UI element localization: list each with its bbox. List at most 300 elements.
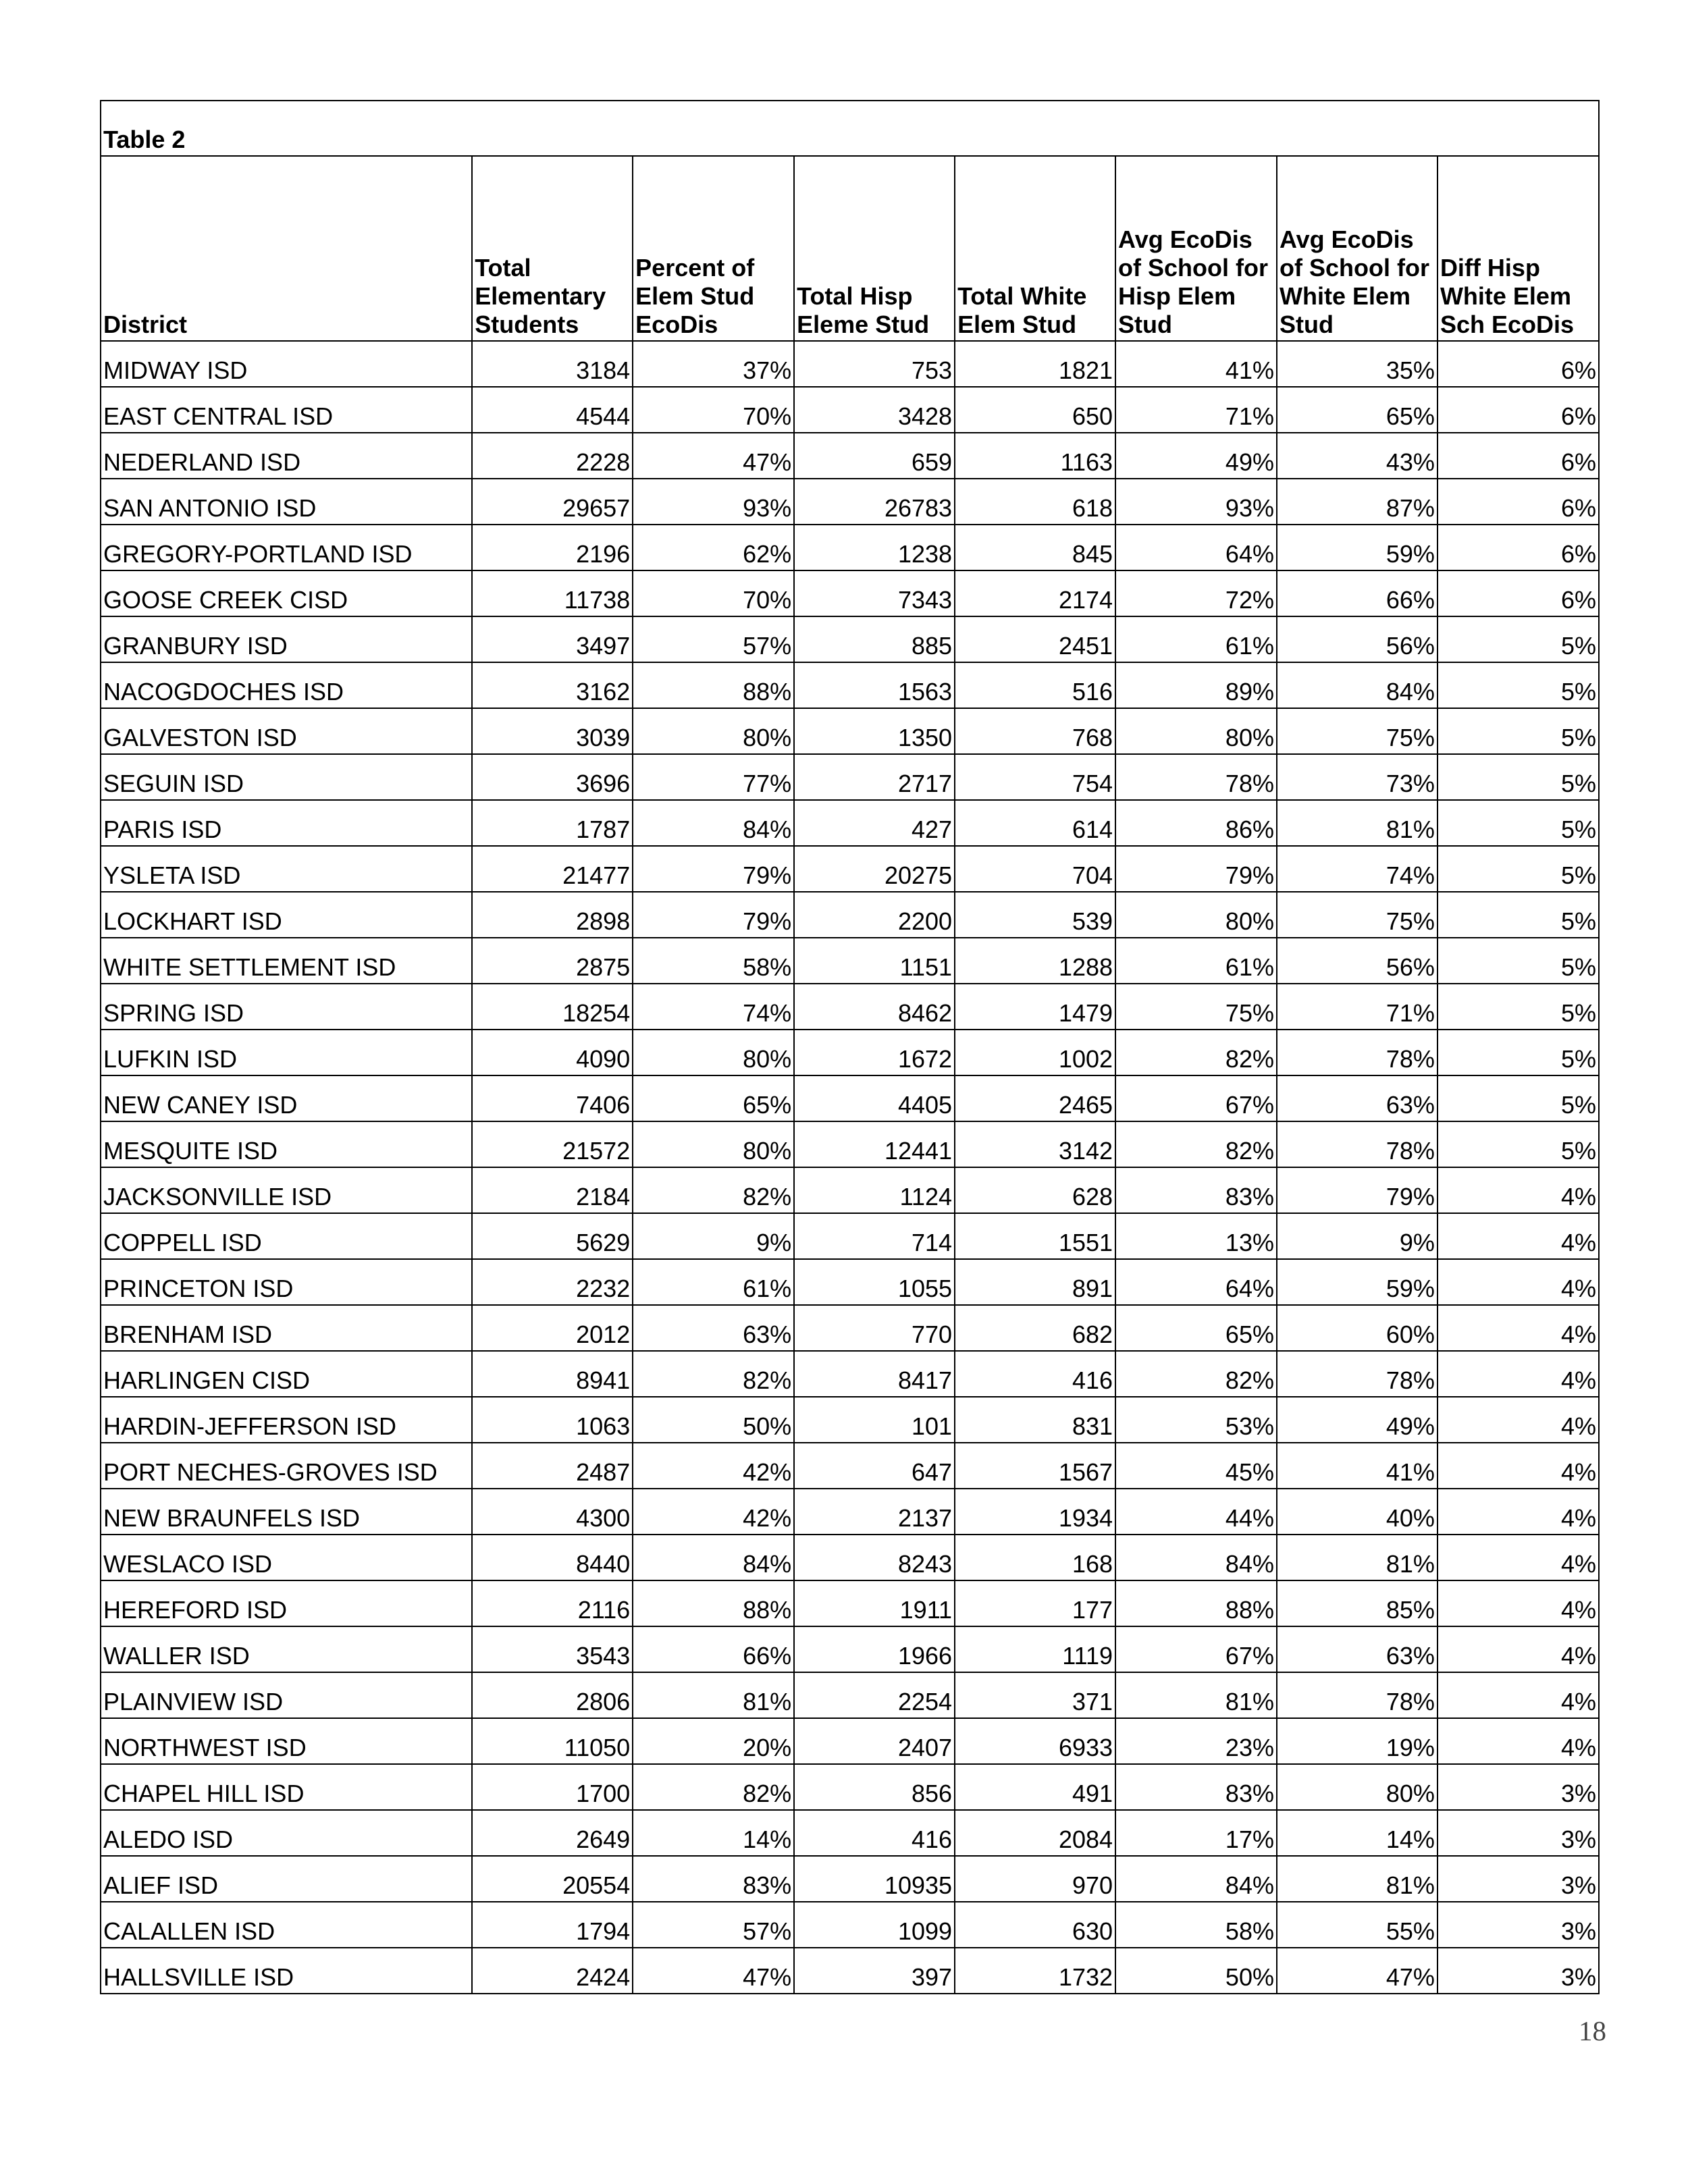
value-cell-diff-hisp-white-ecodis: 5%: [1438, 892, 1599, 938]
value-cell-total-white-elem: 831: [955, 1397, 1115, 1443]
value-cell-diff-hisp-white-ecodis: 5%: [1438, 754, 1599, 800]
value-cell-avg-ecodis-white: 56%: [1277, 616, 1438, 662]
column-header-total-hisp-elem: Total Hisp Eleme Stud: [794, 156, 955, 341]
value-cell-percent-elem-ecodis: 84%: [633, 1535, 794, 1580]
value-cell-avg-ecodis-white: 78%: [1277, 1672, 1438, 1718]
value-cell-total-hisp-elem: 416: [794, 1810, 955, 1856]
value-cell-avg-ecodis-white: 74%: [1277, 846, 1438, 892]
value-cell-total-hisp-elem: 2200: [794, 892, 955, 938]
value-cell-total-white-elem: 618: [955, 479, 1115, 525]
value-cell-diff-hisp-white-ecodis: 3%: [1438, 1764, 1599, 1810]
value-cell-avg-ecodis-white: 79%: [1277, 1167, 1438, 1213]
value-cell-avg-ecodis-white: 14%: [1277, 1810, 1438, 1856]
value-cell-avg-ecodis-hisp: 17%: [1115, 1810, 1277, 1856]
value-cell-diff-hisp-white-ecodis: 6%: [1438, 433, 1599, 479]
value-cell-percent-elem-ecodis: 42%: [633, 1489, 794, 1535]
value-cell-percent-elem-ecodis: 62%: [633, 525, 794, 570]
value-cell-avg-ecodis-white: 40%: [1277, 1489, 1438, 1535]
value-cell-total-elementary-students: 2487: [472, 1443, 633, 1489]
value-cell-avg-ecodis-white: 81%: [1277, 1856, 1438, 1902]
value-cell-total-hisp-elem: 1911: [794, 1580, 955, 1626]
value-cell-percent-elem-ecodis: 82%: [633, 1351, 794, 1397]
value-cell-total-elementary-students: 1794: [472, 1902, 633, 1948]
value-cell-total-elementary-students: 7406: [472, 1075, 633, 1121]
district-name-cell: SEGUIN ISD: [101, 754, 472, 800]
value-cell-total-elementary-students: 20554: [472, 1856, 633, 1902]
value-cell-diff-hisp-white-ecodis: 6%: [1438, 570, 1599, 616]
value-cell-total-elementary-students: 2806: [472, 1672, 633, 1718]
table-row: [101, 892, 1599, 938]
value-cell-avg-ecodis-white: 78%: [1277, 1030, 1438, 1075]
value-cell-percent-elem-ecodis: 47%: [633, 1948, 794, 1994]
value-cell-avg-ecodis-hisp: 93%: [1115, 479, 1277, 525]
value-cell-total-elementary-students: 2649: [472, 1810, 633, 1856]
value-cell-diff-hisp-white-ecodis: 4%: [1438, 1259, 1599, 1305]
district-name-cell: WHITE SETTLEMENT ISD: [101, 938, 472, 984]
value-cell-total-white-elem: 2465: [955, 1075, 1115, 1121]
value-cell-total-white-elem: 177: [955, 1580, 1115, 1626]
district-name-cell: SPRING ISD: [101, 984, 472, 1030]
table-row: [101, 1167, 1599, 1213]
value-cell-avg-ecodis-hisp: 44%: [1115, 1489, 1277, 1535]
value-cell-avg-ecodis-white: 75%: [1277, 892, 1438, 938]
table-row: [101, 1626, 1599, 1672]
value-cell-total-white-elem: 682: [955, 1305, 1115, 1351]
district-name-cell: GOOSE CREEK CISD: [101, 570, 472, 616]
value-cell-total-hisp-elem: 8243: [794, 1535, 955, 1580]
value-cell-avg-ecodis-white: 35%: [1277, 341, 1438, 387]
district-name-cell: HARDIN-JEFFERSON ISD: [101, 1397, 472, 1443]
table-row: [101, 1351, 1599, 1397]
value-cell-avg-ecodis-hisp: 23%: [1115, 1718, 1277, 1764]
value-cell-total-white-elem: 6933: [955, 1718, 1115, 1764]
table-row: [101, 1948, 1599, 1994]
district-name-cell: MIDWAY ISD: [101, 341, 472, 387]
value-cell-total-elementary-students: 4090: [472, 1030, 633, 1075]
table-row: [101, 570, 1599, 616]
value-cell-avg-ecodis-white: 56%: [1277, 938, 1438, 984]
value-cell-total-hisp-elem: 659: [794, 433, 955, 479]
value-cell-total-elementary-students: 8941: [472, 1351, 633, 1397]
table-row: [101, 1672, 1599, 1718]
value-cell-total-elementary-students: 2012: [472, 1305, 633, 1351]
value-cell-percent-elem-ecodis: 77%: [633, 754, 794, 800]
table-row: [101, 1121, 1599, 1167]
value-cell-total-white-elem: 1002: [955, 1030, 1115, 1075]
value-cell-avg-ecodis-hisp: 49%: [1115, 433, 1277, 479]
value-cell-avg-ecodis-white: 63%: [1277, 1075, 1438, 1121]
value-cell-total-hisp-elem: 753: [794, 341, 955, 387]
value-cell-avg-ecodis-hisp: 79%: [1115, 846, 1277, 892]
value-cell-diff-hisp-white-ecodis: 4%: [1438, 1626, 1599, 1672]
value-cell-total-white-elem: 3142: [955, 1121, 1115, 1167]
value-cell-total-elementary-students: 8440: [472, 1535, 633, 1580]
value-cell-percent-elem-ecodis: 57%: [633, 1902, 794, 1948]
value-cell-total-white-elem: 1119: [955, 1626, 1115, 1672]
value-cell-total-hisp-elem: 1966: [794, 1626, 955, 1672]
table-row: [101, 662, 1599, 708]
value-cell-percent-elem-ecodis: 88%: [633, 1580, 794, 1626]
value-cell-total-elementary-students: 21477: [472, 846, 633, 892]
district-name-cell: NACOGDOCHES ISD: [101, 662, 472, 708]
table-row: [101, 754, 1599, 800]
district-name-cell: NEW CANEY ISD: [101, 1075, 472, 1121]
table-row: [101, 1259, 1599, 1305]
value-cell-percent-elem-ecodis: 81%: [633, 1672, 794, 1718]
value-cell-percent-elem-ecodis: 84%: [633, 800, 794, 846]
value-cell-diff-hisp-white-ecodis: 5%: [1438, 1121, 1599, 1167]
value-cell-total-hisp-elem: 20275: [794, 846, 955, 892]
value-cell-percent-elem-ecodis: 83%: [633, 1856, 794, 1902]
value-cell-total-elementary-students: 4300: [472, 1489, 633, 1535]
value-cell-percent-elem-ecodis: 9%: [633, 1213, 794, 1259]
value-cell-percent-elem-ecodis: 50%: [633, 1397, 794, 1443]
value-cell-total-elementary-students: 2184: [472, 1167, 633, 1213]
column-header-avg-ecodis-white: Avg EcoDis of School for White Elem Stud: [1277, 156, 1438, 341]
value-cell-total-hisp-elem: 2717: [794, 754, 955, 800]
title-row: [101, 101, 1599, 156]
value-cell-diff-hisp-white-ecodis: 6%: [1438, 387, 1599, 433]
value-cell-avg-ecodis-white: 63%: [1277, 1626, 1438, 1672]
district-name-cell: GRANBURY ISD: [101, 616, 472, 662]
value-cell-total-elementary-students: 2228: [472, 433, 633, 479]
value-cell-avg-ecodis-hisp: 61%: [1115, 616, 1277, 662]
value-cell-diff-hisp-white-ecodis: 4%: [1438, 1718, 1599, 1764]
value-cell-total-white-elem: 2174: [955, 570, 1115, 616]
value-cell-total-elementary-students: 1787: [472, 800, 633, 846]
value-cell-percent-elem-ecodis: 47%: [633, 433, 794, 479]
district-name-cell: WALLER ISD: [101, 1626, 472, 1672]
value-cell-total-hisp-elem: 26783: [794, 479, 955, 525]
value-cell-total-white-elem: 1732: [955, 1948, 1115, 1994]
value-cell-percent-elem-ecodis: 80%: [633, 1030, 794, 1075]
table-row: [101, 1075, 1599, 1121]
value-cell-diff-hisp-white-ecodis: 6%: [1438, 341, 1599, 387]
district-name-cell: EAST CENTRAL ISD: [101, 387, 472, 433]
value-cell-total-elementary-students: 11050: [472, 1718, 633, 1764]
value-cell-avg-ecodis-hisp: 88%: [1115, 1580, 1277, 1626]
table-row: [101, 1489, 1599, 1535]
value-cell-total-hisp-elem: 1124: [794, 1167, 955, 1213]
value-cell-diff-hisp-white-ecodis: 5%: [1438, 708, 1599, 754]
table-row: [101, 387, 1599, 433]
value-cell-total-white-elem: 1567: [955, 1443, 1115, 1489]
value-cell-diff-hisp-white-ecodis: 5%: [1438, 800, 1599, 846]
value-cell-total-hisp-elem: 2137: [794, 1489, 955, 1535]
value-cell-diff-hisp-white-ecodis: 4%: [1438, 1305, 1599, 1351]
value-cell-total-white-elem: 2451: [955, 616, 1115, 662]
value-cell-diff-hisp-white-ecodis: 4%: [1438, 1167, 1599, 1213]
value-cell-percent-elem-ecodis: 82%: [633, 1167, 794, 1213]
value-cell-percent-elem-ecodis: 37%: [633, 341, 794, 387]
value-cell-total-hisp-elem: 12441: [794, 1121, 955, 1167]
district-name-cell: HALLSVILLE ISD: [101, 1948, 472, 1994]
table-row: [101, 1443, 1599, 1489]
value-cell-percent-elem-ecodis: 88%: [633, 662, 794, 708]
value-cell-avg-ecodis-hisp: 72%: [1115, 570, 1277, 616]
value-cell-total-elementary-students: 3039: [472, 708, 633, 754]
value-cell-avg-ecodis-white: 19%: [1277, 1718, 1438, 1764]
district-name-cell: GALVESTON ISD: [101, 708, 472, 754]
value-cell-avg-ecodis-white: 59%: [1277, 1259, 1438, 1305]
value-cell-total-white-elem: 768: [955, 708, 1115, 754]
value-cell-total-hisp-elem: 3428: [794, 387, 955, 433]
table-row: [101, 433, 1599, 479]
district-name-cell: SAN ANTONIO ISD: [101, 479, 472, 525]
value-cell-avg-ecodis-white: 73%: [1277, 754, 1438, 800]
table-row: [101, 341, 1599, 387]
district-name-cell: NORTHWEST ISD: [101, 1718, 472, 1764]
value-cell-percent-elem-ecodis: 42%: [633, 1443, 794, 1489]
value-cell-avg-ecodis-hisp: 82%: [1115, 1030, 1277, 1075]
value-cell-avg-ecodis-hisp: 83%: [1115, 1764, 1277, 1810]
table-row: [101, 1397, 1599, 1443]
value-cell-diff-hisp-white-ecodis: 3%: [1438, 1948, 1599, 1994]
table-row: [101, 846, 1599, 892]
header-row: [101, 156, 1599, 341]
value-cell-avg-ecodis-white: 87%: [1277, 479, 1438, 525]
value-cell-diff-hisp-white-ecodis: 6%: [1438, 479, 1599, 525]
value-cell-avg-ecodis-hisp: 82%: [1115, 1351, 1277, 1397]
value-cell-avg-ecodis-hisp: 58%: [1115, 1902, 1277, 1948]
value-cell-total-elementary-students: 4544: [472, 387, 633, 433]
value-cell-total-elementary-students: 3497: [472, 616, 633, 662]
value-cell-avg-ecodis-hisp: 41%: [1115, 341, 1277, 387]
value-cell-diff-hisp-white-ecodis: 4%: [1438, 1535, 1599, 1580]
value-cell-avg-ecodis-white: 49%: [1277, 1397, 1438, 1443]
table-row: [101, 1810, 1599, 1856]
page-number: 18: [1579, 2015, 1606, 2046]
value-cell-avg-ecodis-white: 71%: [1277, 984, 1438, 1030]
value-cell-percent-elem-ecodis: 80%: [633, 1121, 794, 1167]
value-cell-total-white-elem: 1934: [955, 1489, 1115, 1535]
value-cell-total-hisp-elem: 2407: [794, 1718, 955, 1764]
value-cell-total-hisp-elem: 4405: [794, 1075, 955, 1121]
table-row: [101, 1030, 1599, 1075]
value-cell-avg-ecodis-white: 78%: [1277, 1121, 1438, 1167]
value-cell-avg-ecodis-hisp: 64%: [1115, 525, 1277, 570]
value-cell-total-elementary-students: 2424: [472, 1948, 633, 1994]
table-row: [101, 1535, 1599, 1580]
district-name-cell: PORT NECHES-GROVES ISD: [101, 1443, 472, 1489]
value-cell-avg-ecodis-hisp: 53%: [1115, 1397, 1277, 1443]
value-cell-total-white-elem: 845: [955, 525, 1115, 570]
column-header-percent-elem-ecodis: Percent of Elem Stud EcoDis: [633, 156, 794, 341]
value-cell-avg-ecodis-white: 81%: [1277, 1535, 1438, 1580]
value-cell-diff-hisp-white-ecodis: 3%: [1438, 1856, 1599, 1902]
value-cell-avg-ecodis-hisp: 78%: [1115, 754, 1277, 800]
table-title: Table 2: [101, 101, 1599, 156]
value-cell-diff-hisp-white-ecodis: 5%: [1438, 616, 1599, 662]
value-cell-diff-hisp-white-ecodis: 4%: [1438, 1397, 1599, 1443]
value-cell-avg-ecodis-hisp: 84%: [1115, 1535, 1277, 1580]
district-name-cell: JACKSONVILLE ISD: [101, 1167, 472, 1213]
value-cell-avg-ecodis-white: 55%: [1277, 1902, 1438, 1948]
value-cell-avg-ecodis-white: 80%: [1277, 1764, 1438, 1810]
district-name-cell: LOCKHART ISD: [101, 892, 472, 938]
table-row: [101, 984, 1599, 1030]
value-cell-percent-elem-ecodis: 66%: [633, 1626, 794, 1672]
column-header-diff-hisp-white-ecodis: Diff Hisp White Elem Sch EcoDis: [1438, 156, 1599, 341]
value-cell-avg-ecodis-white: 85%: [1277, 1580, 1438, 1626]
value-cell-diff-hisp-white-ecodis: 4%: [1438, 1489, 1599, 1535]
value-cell-avg-ecodis-hisp: 65%: [1115, 1305, 1277, 1351]
value-cell-avg-ecodis-hisp: 64%: [1115, 1259, 1277, 1305]
table-row: [101, 1902, 1599, 1948]
district-name-cell: HARLINGEN CISD: [101, 1351, 472, 1397]
value-cell-total-hisp-elem: 647: [794, 1443, 955, 1489]
value-cell-diff-hisp-white-ecodis: 5%: [1438, 984, 1599, 1030]
table-row: [101, 938, 1599, 984]
table-row: [101, 479, 1599, 525]
district-name-cell: YSLETA ISD: [101, 846, 472, 892]
value-cell-avg-ecodis-hisp: 67%: [1115, 1626, 1277, 1672]
value-cell-percent-elem-ecodis: 79%: [633, 846, 794, 892]
value-cell-diff-hisp-white-ecodis: 4%: [1438, 1672, 1599, 1718]
value-cell-total-white-elem: 1288: [955, 938, 1115, 984]
value-cell-total-elementary-students: 3543: [472, 1626, 633, 1672]
value-cell-total-hisp-elem: 101: [794, 1397, 955, 1443]
value-cell-total-white-elem: 704: [955, 846, 1115, 892]
value-cell-total-white-elem: 539: [955, 892, 1115, 938]
value-cell-avg-ecodis-hisp: 84%: [1115, 1856, 1277, 1902]
value-cell-percent-elem-ecodis: 14%: [633, 1810, 794, 1856]
value-cell-total-elementary-students: 3696: [472, 754, 633, 800]
table-row: [101, 525, 1599, 570]
value-cell-avg-ecodis-hisp: 86%: [1115, 800, 1277, 846]
value-cell-total-white-elem: 1821: [955, 341, 1115, 387]
value-cell-total-elementary-students: 2196: [472, 525, 633, 570]
value-cell-diff-hisp-white-ecodis: 5%: [1438, 846, 1599, 892]
value-cell-avg-ecodis-white: 81%: [1277, 800, 1438, 846]
district-name-cell: ALEDO ISD: [101, 1810, 472, 1856]
district-name-cell: ALIEF ISD: [101, 1856, 472, 1902]
value-cell-percent-elem-ecodis: 61%: [633, 1259, 794, 1305]
table-row: [101, 1305, 1599, 1351]
column-header-total-white-elem: Total White Elem Stud: [955, 156, 1115, 341]
district-name-cell: HEREFORD ISD: [101, 1580, 472, 1626]
table-row: [101, 1580, 1599, 1626]
value-cell-total-white-elem: 970: [955, 1856, 1115, 1902]
value-cell-diff-hisp-white-ecodis: 4%: [1438, 1213, 1599, 1259]
value-cell-total-hisp-elem: 1672: [794, 1030, 955, 1075]
district-name-cell: NEDERLAND ISD: [101, 433, 472, 479]
value-cell-total-hisp-elem: 427: [794, 800, 955, 846]
value-cell-avg-ecodis-white: 60%: [1277, 1305, 1438, 1351]
value-cell-avg-ecodis-hisp: 81%: [1115, 1672, 1277, 1718]
value-cell-avg-ecodis-hisp: 71%: [1115, 387, 1277, 433]
value-cell-total-elementary-students: 2875: [472, 938, 633, 984]
value-cell-diff-hisp-white-ecodis: 4%: [1438, 1580, 1599, 1626]
value-cell-percent-elem-ecodis: 82%: [633, 1764, 794, 1810]
value-cell-diff-hisp-white-ecodis: 5%: [1438, 938, 1599, 984]
value-cell-avg-ecodis-white: 9%: [1277, 1213, 1438, 1259]
table-body: [101, 341, 1599, 1994]
district-name-cell: WESLACO ISD: [101, 1535, 472, 1580]
value-cell-percent-elem-ecodis: 74%: [633, 984, 794, 1030]
value-cell-avg-ecodis-hisp: 82%: [1115, 1121, 1277, 1167]
district-name-cell: CALALLEN ISD: [101, 1902, 472, 1948]
value-cell-total-hisp-elem: 8417: [794, 1351, 955, 1397]
value-cell-avg-ecodis-hisp: 13%: [1115, 1213, 1277, 1259]
value-cell-percent-elem-ecodis: 70%: [633, 570, 794, 616]
value-cell-total-white-elem: 650: [955, 387, 1115, 433]
value-cell-percent-elem-ecodis: 93%: [633, 479, 794, 525]
value-cell-percent-elem-ecodis: 20%: [633, 1718, 794, 1764]
district-name-cell: COPPELL ISD: [101, 1213, 472, 1259]
district-name-cell: PARIS ISD: [101, 800, 472, 846]
value-cell-avg-ecodis-hisp: 89%: [1115, 662, 1277, 708]
value-cell-avg-ecodis-hisp: 61%: [1115, 938, 1277, 984]
column-header-district: District: [101, 156, 472, 341]
value-cell-total-elementary-students: 3184: [472, 341, 633, 387]
value-cell-avg-ecodis-white: 84%: [1277, 662, 1438, 708]
value-cell-total-hisp-elem: 1563: [794, 662, 955, 708]
value-cell-total-white-elem: 754: [955, 754, 1115, 800]
value-cell-total-elementary-students: 1063: [472, 1397, 633, 1443]
table-row: [101, 1718, 1599, 1764]
value-cell-total-elementary-students: 3162: [472, 662, 633, 708]
value-cell-avg-ecodis-hisp: 83%: [1115, 1167, 1277, 1213]
value-cell-total-elementary-students: 1700: [472, 1764, 633, 1810]
value-cell-avg-ecodis-hisp: 80%: [1115, 708, 1277, 754]
value-cell-percent-elem-ecodis: 58%: [633, 938, 794, 984]
value-cell-total-elementary-students: 29657: [472, 479, 633, 525]
value-cell-avg-ecodis-hisp: 80%: [1115, 892, 1277, 938]
value-cell-total-hisp-elem: 397: [794, 1948, 955, 1994]
value-cell-total-hisp-elem: 8462: [794, 984, 955, 1030]
value-cell-total-elementary-students: 21572: [472, 1121, 633, 1167]
value-cell-avg-ecodis-white: 66%: [1277, 570, 1438, 616]
value-cell-avg-ecodis-white: 59%: [1277, 525, 1438, 570]
value-cell-total-hisp-elem: 7343: [794, 570, 955, 616]
table-row: [101, 708, 1599, 754]
value-cell-avg-ecodis-hisp: 67%: [1115, 1075, 1277, 1121]
value-cell-total-white-elem: 1163: [955, 433, 1115, 479]
value-cell-total-hisp-elem: 856: [794, 1764, 955, 1810]
value-cell-total-white-elem: 168: [955, 1535, 1115, 1580]
value-cell-diff-hisp-white-ecodis: 5%: [1438, 1075, 1599, 1121]
value-cell-avg-ecodis-white: 47%: [1277, 1948, 1438, 1994]
table-row: [101, 1764, 1599, 1810]
district-name-cell: PLAINVIEW ISD: [101, 1672, 472, 1718]
value-cell-avg-ecodis-white: 43%: [1277, 433, 1438, 479]
value-cell-total-hisp-elem: 2254: [794, 1672, 955, 1718]
value-cell-diff-hisp-white-ecodis: 5%: [1438, 1030, 1599, 1075]
district-name-cell: CHAPEL HILL ISD: [101, 1764, 472, 1810]
value-cell-percent-elem-ecodis: 80%: [633, 708, 794, 754]
value-cell-total-white-elem: 630: [955, 1902, 1115, 1948]
value-cell-avg-ecodis-hisp: 45%: [1115, 1443, 1277, 1489]
value-cell-total-white-elem: 1479: [955, 984, 1115, 1030]
value-cell-diff-hisp-white-ecodis: 3%: [1438, 1810, 1599, 1856]
district-name-cell: MESQUITE ISD: [101, 1121, 472, 1167]
value-cell-total-hisp-elem: 1099: [794, 1902, 955, 1948]
data-table: [100, 100, 1600, 1994]
value-cell-total-elementary-students: 2116: [472, 1580, 633, 1626]
district-name-cell: LUFKIN ISD: [101, 1030, 472, 1075]
value-cell-percent-elem-ecodis: 70%: [633, 387, 794, 433]
value-cell-percent-elem-ecodis: 57%: [633, 616, 794, 662]
value-cell-total-hisp-elem: 1151: [794, 938, 955, 984]
value-cell-total-white-elem: 416: [955, 1351, 1115, 1397]
value-cell-total-elementary-students: 2232: [472, 1259, 633, 1305]
value-cell-avg-ecodis-white: 41%: [1277, 1443, 1438, 1489]
value-cell-total-hisp-elem: 714: [794, 1213, 955, 1259]
column-header-total-elementary-students: Total Elementary Students: [472, 156, 633, 341]
value-cell-avg-ecodis-white: 65%: [1277, 387, 1438, 433]
district-name-cell: BRENHAM ISD: [101, 1305, 472, 1351]
